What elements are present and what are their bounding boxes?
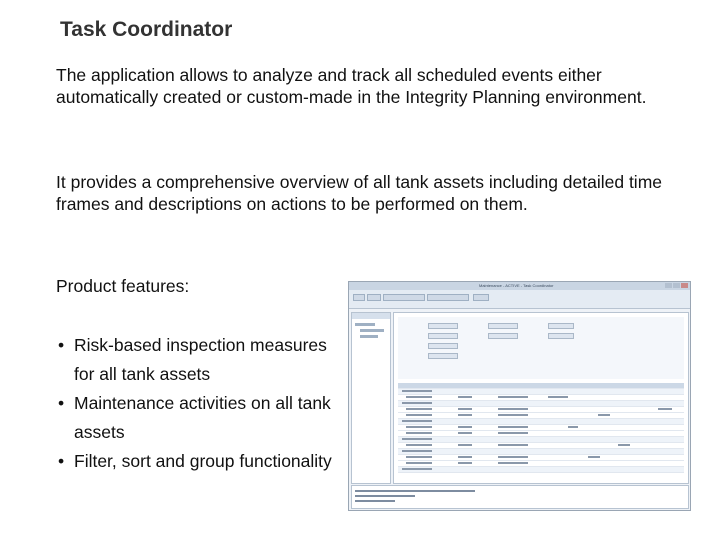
ribbon-toolbar <box>349 290 690 309</box>
form-field <box>428 343 458 349</box>
form-field <box>428 323 458 329</box>
form-field <box>488 323 518 329</box>
feature-item <box>56 447 336 476</box>
intro-paragraph: The application allows to analyze and track all scheduled events either automatically created or custom-made in the Integrity Planning environment. <box>56 65 647 107</box>
feature-text: Risk-based inspection measures for all tank assets <box>74 335 327 384</box>
application-screenshot <box>348 281 691 511</box>
detail-line <box>355 500 395 502</box>
feature-list <box>56 331 336 476</box>
form-field <box>428 353 458 359</box>
bullet-icon: • <box>58 335 65 355</box>
panel-header <box>352 313 390 319</box>
close-icon <box>681 283 688 288</box>
features-heading: Product features: <box>56 276 190 296</box>
minimize-icon <box>665 283 672 288</box>
feature-text: Maintenance activities on all tank assets <box>74 393 331 442</box>
tree-node <box>355 323 375 326</box>
feature-item <box>56 389 336 447</box>
overview-paragraph: It provides a comprehensive overview of all tank assets including detailed time frames and descriptions on actions to be performed on them. <box>56 172 663 214</box>
detail-line <box>355 495 415 497</box>
bullet-icon: • <box>58 393 65 413</box>
ribbon-button <box>367 294 381 301</box>
window-title: Maintenance - ACTIVE - Task Coordinator <box>479 283 554 288</box>
form-field <box>428 333 458 339</box>
feature-item <box>56 331 336 389</box>
form-field <box>548 333 574 339</box>
form-field <box>488 333 518 339</box>
window-titlebar <box>349 282 690 290</box>
grid-group-row <box>398 467 684 473</box>
ribbon-button <box>353 294 365 301</box>
navigation-panel <box>351 312 391 484</box>
ribbon-button <box>383 294 425 301</box>
slide-title: Task Coordinator <box>60 18 233 41</box>
ribbon-button <box>427 294 469 301</box>
bullet-icon: • <box>58 451 65 471</box>
main-panel <box>393 312 689 484</box>
feature-text: Filter, sort and group functionality <box>74 451 332 471</box>
form-field <box>548 323 574 329</box>
tree-node <box>360 329 384 332</box>
tree-node <box>360 335 378 338</box>
ribbon-button <box>473 294 489 301</box>
detail-line <box>355 490 475 492</box>
maximize-icon <box>673 283 680 288</box>
details-panel <box>351 485 689 509</box>
events-grid <box>398 383 684 479</box>
filter-form <box>398 317 684 379</box>
